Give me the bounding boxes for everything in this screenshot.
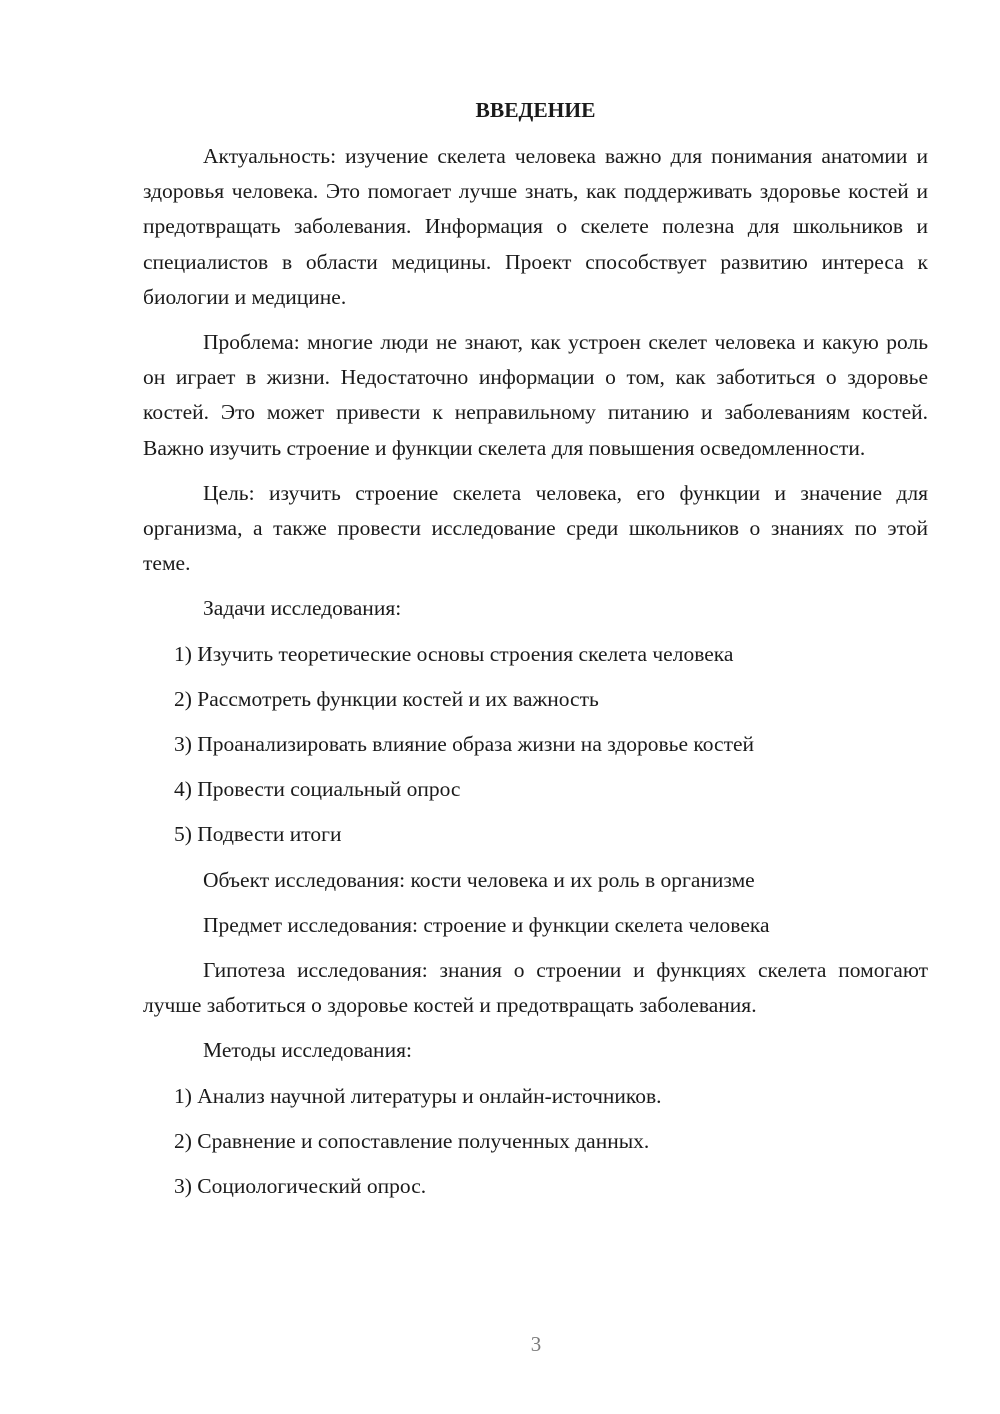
task-item: 5) Подвести итоги (174, 822, 342, 847)
research-subject: Предмет исследования: строение и функции скелета человека (203, 912, 770, 937)
tasks-title: Задачи исследования: (203, 596, 402, 621)
method-item: 3) Социологический опрос. (174, 1174, 427, 1199)
section-heading: ВВЕДЕНИЕ (475, 98, 596, 122)
methods-title: Методы исследования: (203, 1038, 412, 1063)
research-object: Объект исследования: кости человека и их роль в организме (203, 867, 755, 892)
task-item: 2) Рассмотреть функции костей и их важность (174, 686, 599, 711)
document-page (143, 95, 928, 1214)
hypothesis-paragraph: Гипотеза исследования: знания о строении и функциях скелета помогают лучше заботиться о здоровье костей и предотвращать заболевания. (143, 958, 928, 1018)
method-item: 2) Сравнение и сопоставление полученных данных. (174, 1128, 650, 1153)
relevance-paragraph: Актуальность: изучение скелета человека важно для понимания анатомии и здоровья человека. Это помогает лучше знать, как поддерживать здоровье костей и предотвращать заболевания. Информация о скелете полезна для школьников и специалистов в области медицины. Проект способствует развитию интереса к биологии и медицине. (143, 144, 928, 309)
problem-paragraph: Проблема: многие люди не знают, как устроен скелет человека и какую роль он играет в жизни. Недостаточно информации о том, как заботиться о здоровье костей. Это может привести к неправильному питанию и заболеваниям костей. Важно изучить строение и функции скелета для повышения осведомленности. (143, 330, 928, 460)
method-item: 1) Анализ научной литературы и онлайн-источников. (174, 1083, 662, 1108)
goal-paragraph: Цель: изучить строение скелета человека, его функции и значение для организма, а также провести исследование среди школьников о знаниях по этой теме. (143, 480, 928, 576)
task-item: 1) Изучить теоретические основы строения скелета человека (174, 641, 734, 666)
task-item: 4) Провести социальный опрос (174, 777, 461, 802)
task-item: 3) Проанализировать влияние образа жизни на здоровье костей (174, 732, 755, 757)
page-number: 3 (530, 1332, 542, 1356)
